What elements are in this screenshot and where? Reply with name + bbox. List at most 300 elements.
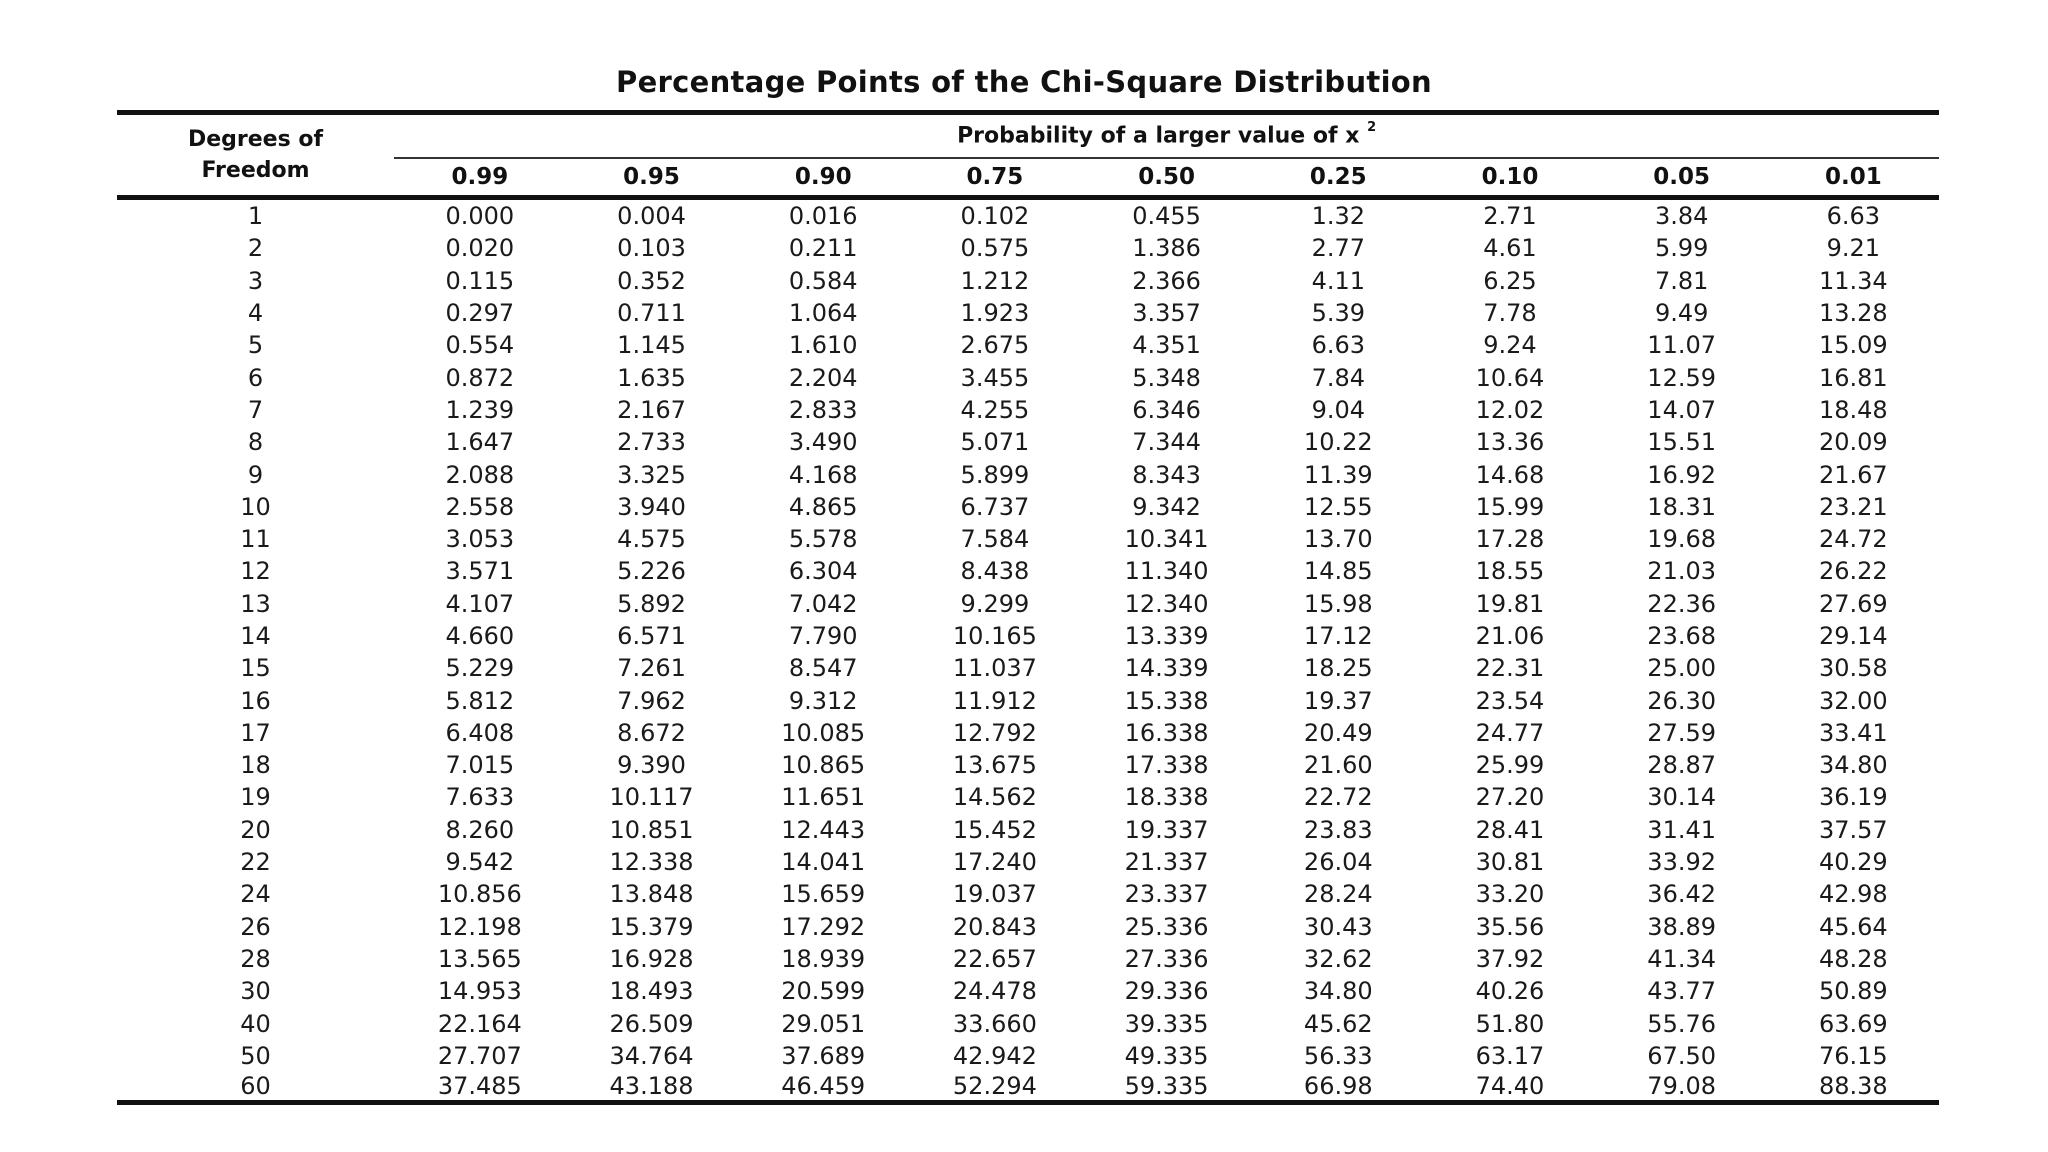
- table-body: [117, 198, 1939, 1103]
- value-cell: 45.62: [1303, 1009, 1373, 1038]
- value-cell: 18.55: [1475, 557, 1545, 586]
- value-cell: 34.764: [609, 1041, 694, 1070]
- value-cell: 15.09: [1818, 331, 1888, 360]
- value-cell: 25.00: [1647, 654, 1717, 683]
- value-cell: 10.117: [609, 783, 694, 812]
- value-cell: 0.102: [960, 202, 1030, 231]
- value-cell: 10.64: [1475, 363, 1545, 392]
- df-cell: 10: [240, 492, 271, 521]
- value-cell: 3.571: [445, 557, 515, 586]
- value-cell: 1.145: [617, 331, 686, 360]
- value-cell: 6.63: [1311, 331, 1365, 360]
- table-row: [117, 523, 1939, 555]
- table-row: [117, 232, 1939, 264]
- value-cell: 5.892: [617, 589, 686, 618]
- value-cell: 27.69: [1818, 589, 1888, 618]
- df-cell: 4: [247, 299, 264, 328]
- value-cell: 42.942: [952, 1041, 1037, 1070]
- value-cell: 24.77: [1475, 718, 1545, 747]
- value-cell: 18.31: [1647, 492, 1717, 521]
- value-cell: 46.459: [737, 1072, 909, 1103]
- value-cell: 15.99: [1475, 492, 1545, 521]
- value-cell: 23.68: [1647, 622, 1717, 650]
- value-cell: 0.020: [445, 234, 515, 263]
- value-cell: 0.575: [960, 234, 1030, 263]
- value-cell: 1.923: [960, 299, 1030, 328]
- value-cell: 17.292: [781, 912, 866, 941]
- value-cell: 12.792: [952, 718, 1037, 747]
- value-cell: 33.20: [1475, 880, 1545, 909]
- value-cell: 5.39: [1311, 299, 1365, 328]
- value-cell: 45.64: [1818, 912, 1888, 941]
- value-cell: 6.346: [1132, 395, 1201, 424]
- df-cell: 2: [247, 234, 264, 263]
- value-cell: 37.485: [394, 1072, 566, 1103]
- value-cell: 32.00: [1818, 686, 1888, 715]
- value-cell: 0.711: [617, 299, 686, 328]
- value-cell: 13.565: [437, 944, 522, 973]
- value-cell: 33.41: [1818, 718, 1888, 747]
- table-row: [117, 652, 1939, 684]
- value-cell: 4.168: [788, 460, 858, 489]
- table-row: [117, 555, 1939, 587]
- value-cell: 6.25: [1483, 266, 1537, 295]
- value-cell: 16.928: [609, 944, 694, 973]
- value-cell: 6.304: [788, 557, 858, 586]
- df-cell: 6: [247, 363, 264, 392]
- probability-column-header: 0.01: [1768, 158, 1940, 198]
- value-cell: 18.338: [1124, 783, 1209, 812]
- table-row: [117, 394, 1939, 426]
- value-cell: 8.260: [445, 815, 515, 844]
- value-cell: 27.707: [437, 1041, 522, 1070]
- value-cell: 30.81: [1475, 848, 1545, 877]
- df-cell: 19: [240, 783, 271, 812]
- value-cell: 15.51: [1647, 428, 1717, 457]
- value-cell: 11.651: [781, 783, 866, 812]
- table-row: [117, 297, 1939, 329]
- value-cell: 0.297: [445, 299, 515, 328]
- value-cell: 26.30: [1647, 686, 1717, 715]
- value-cell: 49.335: [1124, 1041, 1209, 1070]
- value-cell: 10.085: [781, 718, 866, 747]
- df-cell: 20: [240, 815, 271, 844]
- header-row-top: [117, 113, 1939, 159]
- value-cell: 22.657: [952, 944, 1037, 973]
- value-cell: 33.660: [952, 1009, 1037, 1038]
- value-cell: 63.17: [1475, 1041, 1545, 1070]
- value-cell: 30.43: [1303, 912, 1373, 941]
- value-cell: 18.48: [1818, 395, 1888, 424]
- table-row: [117, 717, 1939, 749]
- df-label-line-2: Freedom: [201, 158, 310, 183]
- value-cell: 0.584: [788, 266, 858, 295]
- value-cell: 28.87: [1647, 751, 1717, 780]
- value-cell: 7.790: [788, 622, 858, 650]
- value-cell: 0.004: [617, 202, 686, 231]
- value-cell: 37.92: [1475, 944, 1545, 973]
- value-cell: 13.675: [952, 751, 1037, 780]
- value-cell: 7.78: [1483, 299, 1537, 328]
- value-cell: 30.14: [1647, 783, 1717, 812]
- value-cell: 10.341: [1124, 525, 1209, 554]
- table-row: [117, 1040, 1939, 1072]
- value-cell: 25.99: [1475, 751, 1545, 780]
- table-row: [117, 198, 1939, 233]
- value-cell: 31.41: [1647, 815, 1717, 844]
- value-cell: 0.352: [617, 266, 686, 295]
- value-cell: 14.041: [781, 848, 866, 877]
- value-cell: 3.455: [960, 363, 1030, 392]
- value-cell: 19.037: [952, 880, 1037, 909]
- value-cell: 1.635: [617, 363, 686, 392]
- df-cell: 15: [240, 654, 271, 683]
- value-cell: 13.28: [1818, 299, 1888, 328]
- value-cell: 10.851: [609, 815, 694, 844]
- value-cell: 22.164: [437, 1009, 522, 1038]
- table-row: [117, 1007, 1939, 1039]
- value-cell: 30.58: [1818, 654, 1888, 683]
- value-cell: 23.83: [1303, 815, 1373, 844]
- value-cell: 1.610: [788, 331, 858, 360]
- table-row: [117, 620, 1939, 652]
- value-cell: 19.68: [1647, 525, 1717, 554]
- value-cell: 11.39: [1303, 460, 1373, 489]
- df-cell: 3: [247, 266, 264, 295]
- value-cell: 4.575: [617, 525, 686, 554]
- value-cell: 1.064: [788, 299, 858, 328]
- value-cell: 5.071: [960, 428, 1030, 457]
- value-cell: 7.633: [445, 783, 515, 812]
- df-cell: 50: [240, 1041, 271, 1070]
- value-cell: 1.239: [445, 395, 515, 424]
- value-cell: 3.84: [1654, 202, 1709, 231]
- value-cell: 0.115: [445, 266, 515, 295]
- value-cell: 18.939: [781, 944, 866, 973]
- value-cell: 13.848: [609, 880, 694, 909]
- value-cell: 8.672: [617, 718, 686, 747]
- value-cell: 51.80: [1475, 1009, 1545, 1038]
- value-cell: 12.59: [1647, 363, 1717, 392]
- value-cell: 21.03: [1647, 557, 1717, 586]
- df-cell: 18: [240, 751, 271, 780]
- value-cell: 20.09: [1818, 428, 1888, 457]
- table-row: [117, 684, 1939, 716]
- value-cell: 24.72: [1818, 525, 1888, 554]
- value-cell: 8.438: [960, 557, 1030, 586]
- value-cell: 16.338: [1124, 718, 1209, 747]
- df-cell: 40: [240, 1009, 271, 1038]
- value-cell: 7.84: [1311, 363, 1365, 392]
- value-cell: 43.188: [566, 1072, 738, 1103]
- value-cell: 17.338: [1124, 751, 1209, 780]
- df-cell: 16: [240, 686, 271, 715]
- value-cell: 22.72: [1303, 783, 1373, 812]
- value-cell: 15.338: [1124, 686, 1209, 715]
- value-cell: 23.337: [1124, 880, 1209, 909]
- value-cell: 5.578: [788, 525, 858, 554]
- value-cell: 52.294: [909, 1072, 1081, 1103]
- value-cell: 2.733: [617, 428, 686, 457]
- probability-column-header: 0.90: [737, 158, 909, 198]
- value-cell: 36.19: [1818, 783, 1888, 812]
- value-cell: 22.31: [1475, 654, 1545, 683]
- value-cell: 48.28: [1818, 944, 1888, 973]
- value-cell: 2.088: [445, 460, 515, 489]
- value-cell: 41.34: [1647, 944, 1717, 973]
- value-cell: 79.08: [1596, 1072, 1768, 1103]
- value-cell: 5.229: [445, 654, 515, 683]
- probability-column-header: 0.99: [394, 158, 566, 198]
- value-cell: 2.366: [1132, 266, 1201, 295]
- value-cell: 9.542: [445, 848, 515, 877]
- value-cell: 37.57: [1818, 815, 1888, 844]
- table-row: [117, 814, 1939, 846]
- value-cell: 0.000: [445, 202, 515, 231]
- table-row: [117, 361, 1939, 393]
- value-cell: 7.344: [1132, 428, 1201, 457]
- value-cell: 4.61: [1483, 234, 1537, 263]
- value-cell: 16.81: [1818, 363, 1888, 392]
- value-cell: 16.92: [1647, 460, 1717, 489]
- value-cell: 56.33: [1303, 1041, 1373, 1070]
- value-cell: 40.29: [1818, 848, 1888, 877]
- table-row: [117, 458, 1939, 490]
- value-cell: 88.38: [1768, 1072, 1940, 1103]
- df-cell: 12: [240, 557, 271, 586]
- probability-header: [394, 113, 1939, 159]
- table-row: [117, 749, 1939, 781]
- value-cell: 19.337: [1124, 815, 1209, 844]
- value-cell: 14.953: [437, 977, 522, 1006]
- value-cell: 35.56: [1475, 912, 1545, 941]
- value-cell: 27.20: [1475, 783, 1545, 812]
- table-row: [117, 846, 1939, 878]
- value-cell: 23.21: [1818, 492, 1888, 521]
- value-cell: 43.77: [1647, 977, 1717, 1006]
- value-cell: 4.255: [960, 395, 1030, 424]
- value-cell: 21.337: [1124, 848, 1209, 877]
- value-cell: 76.15: [1818, 1041, 1888, 1070]
- chi-square-table-container: [117, 110, 1939, 1105]
- value-cell: 11.340: [1124, 557, 1209, 586]
- value-cell: 1.212: [960, 266, 1030, 295]
- value-cell: 20.843: [952, 912, 1037, 941]
- value-cell: 5.812: [445, 686, 515, 715]
- table-row: [117, 943, 1939, 975]
- value-cell: 36.42: [1647, 880, 1717, 909]
- value-cell: 9.24: [1483, 331, 1537, 360]
- value-cell: 20.49: [1303, 718, 1373, 747]
- value-cell: 2.77: [1311, 234, 1365, 263]
- value-cell: 11.037: [952, 654, 1037, 683]
- value-cell: 2.558: [445, 492, 515, 521]
- value-cell: 19.81: [1475, 589, 1545, 618]
- df-cell: 9: [247, 460, 264, 489]
- table-row: [117, 1072, 1939, 1103]
- table-row: [117, 491, 1939, 523]
- value-cell: 12.02: [1475, 395, 1545, 424]
- df-cell: 11: [240, 525, 271, 554]
- value-cell: 12.55: [1303, 492, 1373, 521]
- value-cell: 8.343: [1132, 460, 1201, 489]
- value-cell: 9.04: [1311, 395, 1365, 424]
- value-cell: 4.865: [788, 492, 858, 521]
- value-cell: 17.28: [1475, 525, 1545, 554]
- value-cell: 7.962: [617, 686, 686, 715]
- value-cell: 37.689: [781, 1041, 866, 1070]
- df-cell: 17: [240, 718, 271, 747]
- value-cell: 38.89: [1647, 912, 1717, 941]
- value-cell: 13.339: [1124, 622, 1209, 650]
- df-cell: 1: [247, 202, 264, 231]
- value-cell: 15.452: [952, 815, 1037, 844]
- value-cell: 4.351: [1132, 331, 1201, 360]
- probability-column-header: 0.75: [909, 158, 1081, 198]
- value-cell: 25.336: [1124, 912, 1209, 941]
- df-cell: 60: [117, 1072, 394, 1103]
- value-cell: 14.68: [1475, 460, 1545, 489]
- value-cell: 13.70: [1303, 525, 1373, 554]
- table-row: [117, 329, 1939, 361]
- value-cell: 66.98: [1252, 1072, 1424, 1103]
- value-cell: 7.261: [617, 654, 686, 683]
- value-cell: 34.80: [1818, 751, 1888, 780]
- value-cell: 74.40: [1424, 1072, 1596, 1103]
- df-cell: 5: [247, 331, 264, 360]
- value-cell: 12.443: [781, 815, 866, 844]
- value-cell: 9.342: [1132, 492, 1201, 521]
- table-row: [117, 426, 1939, 458]
- value-cell: 11.912: [952, 686, 1037, 715]
- probability-column-header: 0.95: [566, 158, 738, 198]
- value-cell: 6.408: [445, 718, 515, 747]
- value-cell: 7.015: [445, 751, 515, 780]
- value-cell: 1.647: [445, 428, 515, 457]
- value-cell: 3.940: [617, 492, 686, 521]
- value-cell: 14.339: [1124, 654, 1209, 683]
- value-cell: 28.41: [1475, 815, 1545, 844]
- value-cell: 5.899: [960, 460, 1030, 489]
- value-cell: 5.99: [1654, 234, 1709, 263]
- value-cell: 12.198: [437, 912, 522, 941]
- df-cell: 28: [240, 944, 271, 973]
- value-cell: 11.07: [1647, 331, 1717, 360]
- value-cell: 26.22: [1818, 557, 1888, 586]
- table-row: [117, 781, 1939, 813]
- value-cell: 50.89: [1818, 977, 1888, 1006]
- degrees-of-freedom-header: [117, 113, 394, 198]
- df-cell: 24: [240, 880, 271, 909]
- df-cell: 8: [247, 428, 264, 457]
- value-cell: 2.675: [960, 331, 1030, 360]
- df-cell: 7: [247, 395, 264, 424]
- value-cell: 9.299: [960, 589, 1030, 618]
- value-cell: 18.25: [1303, 654, 1373, 683]
- probability-column-header: 0.50: [1081, 158, 1253, 198]
- value-cell: 9.312: [788, 686, 858, 715]
- value-cell: 7.042: [788, 589, 858, 618]
- value-cell: 17.12: [1303, 622, 1373, 650]
- value-cell: 9.49: [1654, 299, 1709, 328]
- value-cell: 26.509: [609, 1009, 694, 1038]
- value-cell: 27.59: [1647, 718, 1717, 747]
- probability-column-header: 0.10: [1424, 158, 1596, 198]
- df-cell: 30: [240, 977, 271, 1006]
- value-cell: 33.92: [1647, 848, 1717, 877]
- value-cell: 27.336: [1124, 944, 1209, 973]
- value-cell: 24.478: [952, 977, 1037, 1006]
- value-cell: 15.659: [781, 880, 866, 909]
- df-cell: 14: [240, 622, 271, 650]
- value-cell: 5.226: [617, 557, 686, 586]
- value-cell: 2.204: [788, 363, 858, 392]
- value-cell: 6.737: [960, 492, 1030, 521]
- value-cell: 2.167: [617, 395, 686, 424]
- table-row: [117, 588, 1939, 620]
- value-cell: 29.336: [1124, 977, 1209, 1006]
- table-header: [117, 113, 1939, 198]
- value-cell: 29.051: [781, 1009, 866, 1038]
- value-cell: 17.240: [952, 848, 1037, 877]
- probability-column-header: 0.05: [1596, 158, 1768, 198]
- value-cell: 22.36: [1647, 589, 1717, 618]
- table-row: [117, 265, 1939, 297]
- df-label-line-1: Degrees of: [187, 127, 324, 152]
- value-cell: 34.80: [1303, 977, 1373, 1006]
- value-cell: 19.37: [1303, 686, 1373, 715]
- df-cell: 13: [240, 589, 271, 618]
- probability-superscript: 2: [1367, 120, 1377, 136]
- value-cell: 18.493: [609, 977, 694, 1006]
- value-cell: 12.340: [1124, 589, 1209, 618]
- value-cell: 7.81: [1654, 266, 1709, 295]
- table-title: Percentage Points of the Chi-Square Distribution: [616, 65, 1432, 99]
- chi-square-table: [117, 110, 1939, 1105]
- value-cell: 11.34: [1818, 266, 1888, 295]
- value-cell: 3.053: [445, 525, 515, 554]
- value-cell: 21.06: [1475, 622, 1545, 650]
- value-cell: 0.554: [445, 331, 515, 360]
- value-cell: 21.60: [1303, 751, 1373, 780]
- value-cell: 0.016: [788, 202, 858, 231]
- table-row: [117, 975, 1939, 1007]
- value-cell: 26.04: [1303, 848, 1373, 877]
- value-cell: 4.660: [445, 622, 515, 650]
- value-cell: 59.335: [1081, 1072, 1253, 1103]
- value-cell: 13.36: [1475, 428, 1545, 457]
- value-cell: 0.872: [445, 363, 515, 392]
- value-cell: 12.338: [609, 848, 694, 877]
- value-cell: 1.386: [1132, 234, 1201, 263]
- value-cell: 40.26: [1475, 977, 1545, 1006]
- value-cell: 2.71: [1483, 202, 1537, 231]
- value-cell: 0.211: [788, 234, 858, 263]
- value-cell: 5.348: [1132, 363, 1201, 392]
- value-cell: 4.11: [1311, 266, 1365, 295]
- value-cell: 8.547: [788, 654, 858, 683]
- value-cell: 14.85: [1303, 557, 1373, 586]
- value-cell: 32.62: [1303, 944, 1373, 973]
- value-cell: 29.14: [1818, 622, 1888, 650]
- value-cell: 55.76: [1647, 1009, 1717, 1038]
- value-cell: 15.98: [1303, 589, 1373, 618]
- value-cell: 4.107: [445, 589, 515, 618]
- value-cell: 0.103: [617, 234, 686, 263]
- value-cell: 10.165: [952, 622, 1037, 650]
- value-cell: 10.856: [437, 880, 522, 909]
- value-cell: 7.584: [960, 525, 1030, 554]
